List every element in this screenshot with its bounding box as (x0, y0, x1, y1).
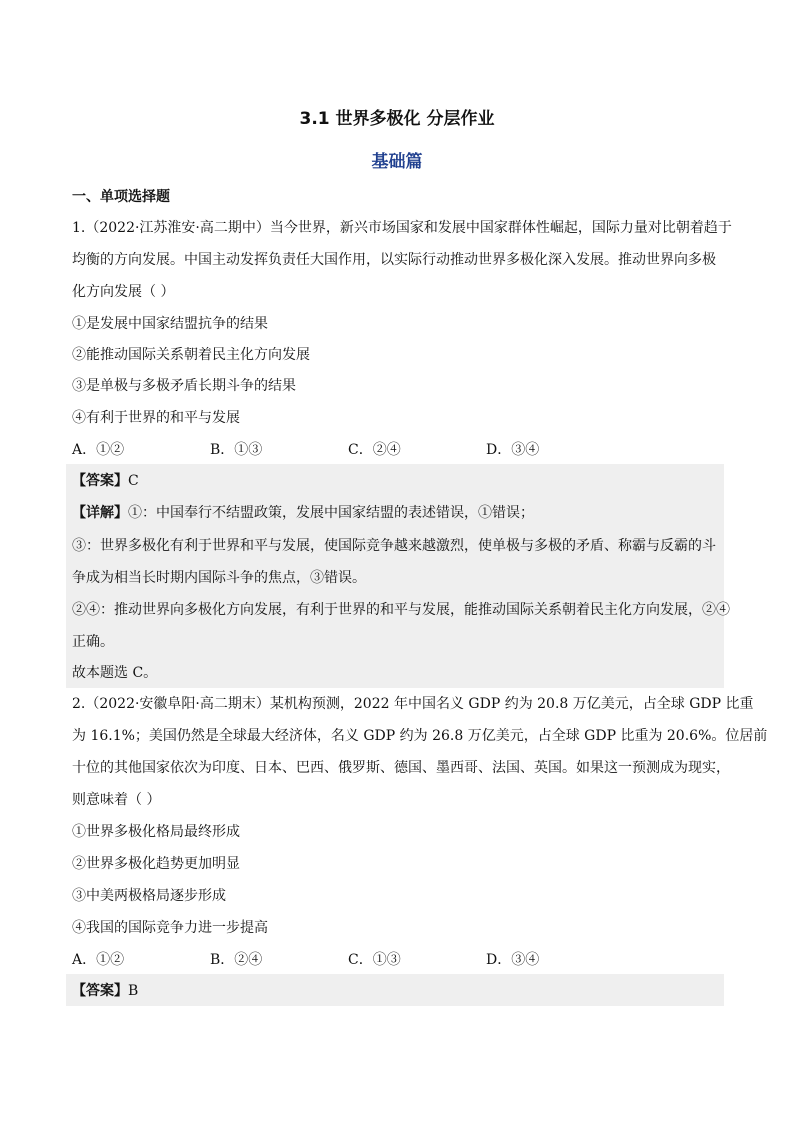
q1-answer-value: C (128, 473, 139, 489)
document-title: 3.1 世界多极化 分层作业 (299, 109, 495, 129)
q1-detail-line-6: 故本题选 C。 (72, 665, 158, 681)
q1-detail-line-3: 争成为相当长时期内国际斗争的焦点，③错误。 (72, 570, 366, 586)
q2-item-2: ②世界多极化趋势更加明显 (72, 856, 240, 872)
q1-item-3: ③是单极与多极矛盾长期斗争的结果 (72, 378, 296, 394)
q2-answer-label: 【答案】 (72, 983, 128, 999)
q1-stem-line-1: 1.（2022·江苏淮安·高二期中）当今世界，新兴市场国家和发展中国家群体性崛起，国际力量对比朝着趋于 (72, 220, 732, 236)
q1-detail-line-4: ②④：推动世界向多极化方向发展，有利于世界的和平与发展，能推动国际关系朝着民主化方向发展，②④ (72, 602, 730, 618)
q2-options (72, 950, 624, 970)
q1-option-b: B．①③ (210, 442, 263, 458)
section-heading: 一、单项选择题 (72, 189, 170, 205)
q1-stem-line-2: 均衡的方向发展。中国主动发挥负责任大国作用，以实际行动推动世界多极化深入发展。推动世界向多极 (72, 252, 716, 268)
q2-stem-line-4: 则意味着（ ） (72, 792, 161, 808)
q1-detail-line-2: ③：世界多极化有利于世界和平与发展，使国际竞争越来越激烈，使单极与多极的矛盾、称霸与反霸的斗 (72, 538, 716, 554)
q2-option-b: B．②④ (210, 952, 263, 968)
q2-stem-line-1: 2.（2022·安徽阜阳·高二期末）某机构预测，2022 年中国名义 GDP 约为 20.8 万亿美元，占全球 GDP 比重 (72, 696, 754, 712)
q1-detail-label: 【详解】 (72, 505, 128, 521)
q1-option-a: A．①② (72, 442, 125, 458)
q2-stem-line-3: 十位的其他国家依次为印度、日本、巴西、俄罗斯、德国、墨西哥、法国、英国。如果这一预测成为现实， (72, 760, 730, 776)
q2-answer (72, 981, 732, 1001)
q1-item-1: ①是发展中国家结盟抗争的结果 (72, 316, 268, 332)
q2-item-1: ①世界多极化格局最终形成 (72, 824, 240, 840)
q2-item-4: ④我国的国际竞争力进一步提高 (72, 920, 268, 936)
q1-detail-line-5: 正确。 (72, 634, 114, 650)
q2-item-3: ③中美两极格局逐步形成 (72, 888, 226, 904)
q1-answer (72, 471, 732, 491)
q1-answer-label: 【答案】 (72, 473, 128, 489)
q2-answer-value: B (128, 983, 139, 999)
q1-item-2: ②能推动国际关系朝着民主化方向发展 (72, 347, 310, 363)
q2-option-c: C．①③ (348, 952, 401, 968)
q1-detail-line-1 (72, 503, 732, 523)
q1-stem-line-3: 化方向发展（ ） (72, 284, 175, 300)
q1-option-c: C．②④ (348, 442, 401, 458)
q2-option-a: A．①② (72, 952, 125, 968)
q1-item-4: ④有利于世界的和平与发展 (72, 410, 240, 426)
q1-detail-text-1: ①：中国奉行不结盟政策，发展中国家结盟的表述错误，①错误； (128, 505, 534, 521)
q2-stem-line-2: 为 16.1%；美国仍然是全球最大经济体，名义 GDP 约为 26.8 万亿美元，占全球 GDP 比重为 20.6%。位居前 (72, 728, 768, 744)
q1-options (72, 440, 624, 460)
q1-option-d: D．③④ (486, 442, 540, 458)
q2-option-d: D．③④ (486, 952, 540, 968)
document-subtitle: 基础篇 (371, 152, 423, 172)
